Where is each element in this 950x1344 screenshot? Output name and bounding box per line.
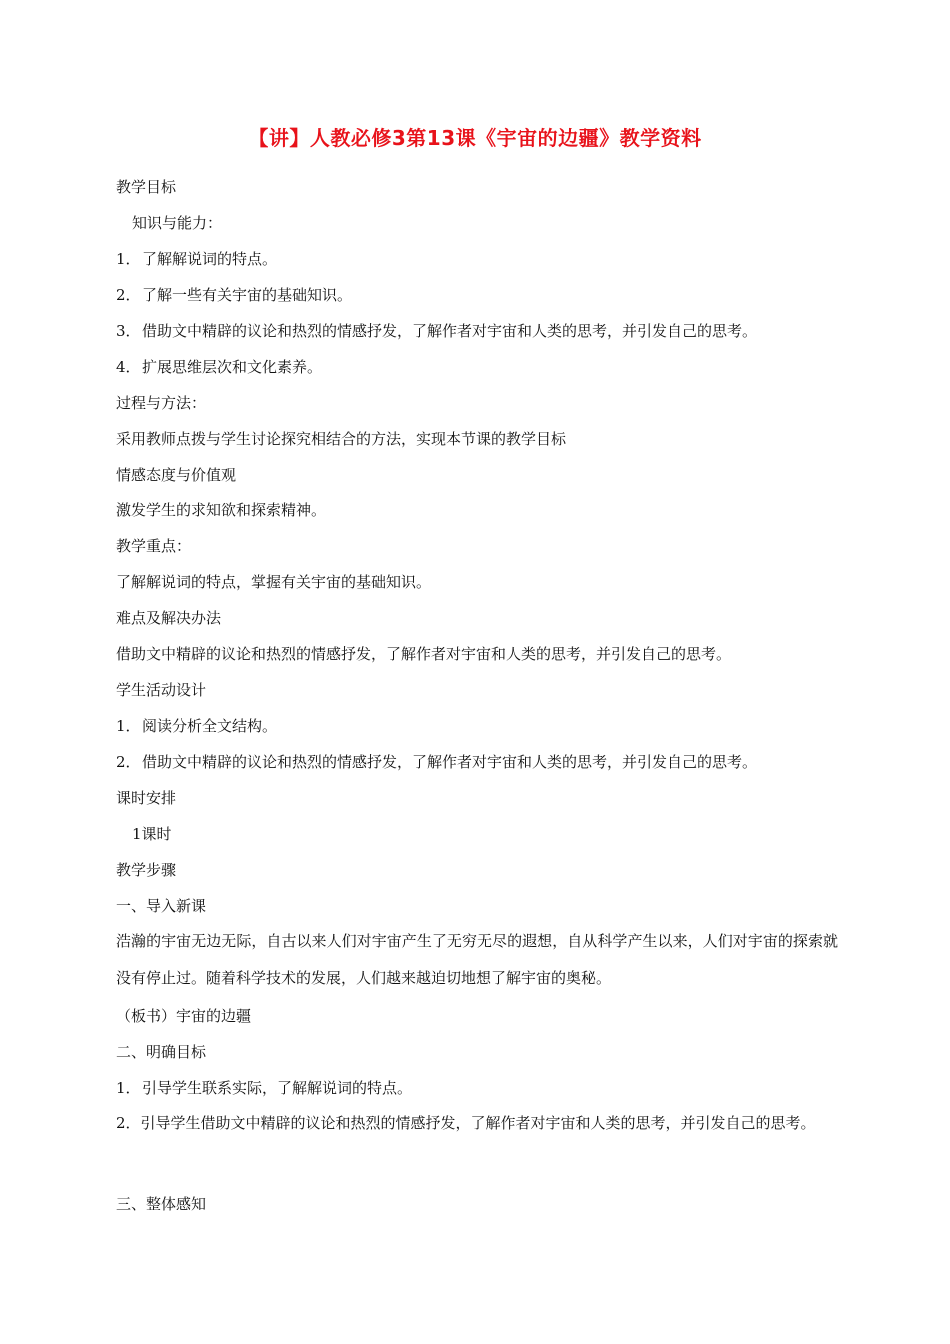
section-activity: 学生活动设计 [116,681,207,699]
step-heading-goals: 二、明确目标 [116,1043,207,1061]
goal-item: 2．了解一些有关宇宙的基础知识。 [116,286,353,304]
goal-item: 1．了解解说词的特点。 [116,250,278,268]
activity-item: 2．借助文中精辟的议论和热烈的情感抒发，了解作者对宇宙和人类的思考，并引发自己的思考。 [116,753,758,771]
emotion-text: 激发学生的求知欲和探索精神。 [116,501,327,519]
board-note: （板书）宇宙的边疆 [116,1007,252,1025]
schedule-text: 1课时 [132,825,172,843]
step-heading-overview: 三、整体感知 [116,1195,207,1213]
activity-item: 1．阅读分析全文结构。 [116,717,278,735]
step2-item: 1．引导学生联系实际，了解解说词的特点。 [116,1079,413,1097]
difficulty-text: 借助文中精辟的议论和热烈的情感抒发，了解作者对宇宙和人类的思考，并引发自己的思考。 [116,645,732,663]
intro-paragraph: 浩瀚的宇宙无边无际，自古以来人们对宇宙产生了无穷无尽的遐想，自从科学产生以来，人们对宇宙的探索就没有停止过。随着科学技术的发展，人们越来越迫切地想了解宇宙的奥秘。 [116,932,838,987]
section-difficulty: 难点及解决办法 [116,609,222,627]
section-teaching-goals: 教学目标 [116,178,177,196]
process-method-text: 采用教师点拨与学生讨论探究相结合的方法，实现本节课的教学目标 [116,430,567,448]
section-schedule: 课时安排 [116,789,177,807]
section-key-point: 教学重点： [116,537,192,555]
key-point-text: 了解解说词的特点，掌握有关宇宙的基础知识。 [116,573,432,591]
step-heading-intro: 一、导入新课 [116,897,207,915]
goal-item: 3．借助文中精辟的议论和热烈的情感抒发，了解作者对宇宙和人类的思考，并引发自己的思考。 [116,322,758,340]
goal-item: 4．扩展思维层次和文化素养。 [116,358,323,376]
subheading-emotion: 情感态度与价值观 [116,466,237,484]
step2-item: 2．引导学生借助文中精辟的议论和热烈的情感抒发，了解作者对宇宙和人类的思考，并引发自己的思考。 [116,1114,816,1132]
subheading-process-method: 过程与方法： [116,394,207,412]
section-steps: 教学步骤 [116,861,177,879]
document-title: 【讲】人教必修3第13课《宇宙的边疆》教学资料 [248,126,702,150]
subheading-knowledge-ability: 知识与能力： [132,214,223,232]
